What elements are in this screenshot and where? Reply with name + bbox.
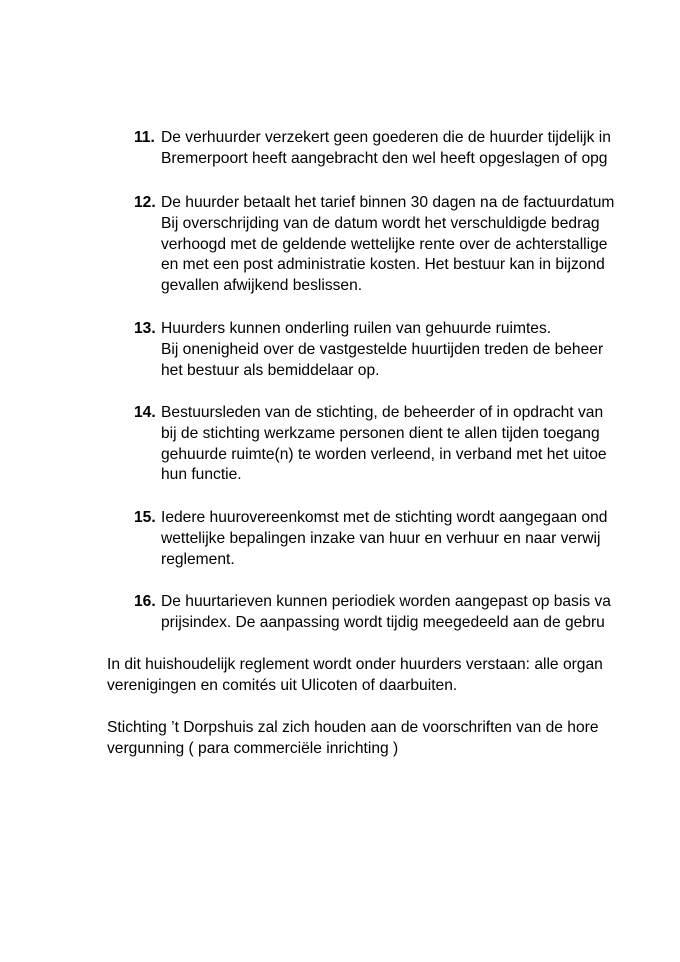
item-line: en met een post administratie kosten. Het bestuur kan in bijzond — [161, 256, 605, 274]
item-line: Bestuursleden van de stichting, de beheerder of in opdracht van — [161, 404, 604, 421]
item-line: prijsindex. De aanpassing wordt tijdig meegedeeld aan de gebru — [161, 613, 605, 631]
item-line: gehuurde ruimte(n) te worden verleend, in verband met het uitoe — [161, 445, 607, 463]
item-line: hun functie. — [161, 466, 242, 484]
paragraph-line: verenigingen en comités uit Ulicoten of daarbuiten. — [107, 676, 458, 694]
list-item-15 — [134, 508, 680, 570]
list-item-13 — [134, 319, 680, 381]
item-line: De huurtarieven kunnen periodiek worden aangepast op basis va — [161, 593, 611, 610]
item-line: het bestuur als bemiddelaar op. — [161, 361, 380, 379]
list-item-16 — [134, 592, 680, 634]
paragraph-line: In dit huishoudelijk reglement wordt onder huurders verstaan: alle organ — [107, 656, 603, 673]
item-line: verhoogd met de geldende wettelijke rente over de achterstallige — [161, 235, 608, 253]
item-line: Huurders kunnen onderling ruilen van gehuurde ruimtes. — [161, 320, 552, 337]
item-line: Bij onenigheid over de vastgestelde huurtijden treden de beheer — [161, 340, 604, 358]
item-number: 13. — [134, 320, 156, 337]
item-number: 14. — [134, 404, 156, 421]
item-line: Bremerpoort heeft aangebracht den wel heeft opgeslagen of opg — [161, 149, 608, 167]
item-line: Iedere huurovereenkomst met de stichting wordt aangegaan ond — [161, 509, 608, 526]
paragraph-line: Stichting ’t Dorpshuis zal zich houden aan de voorschriften van de hore — [107, 719, 599, 736]
item-number: 15. — [134, 509, 156, 526]
item-line: gevallen afwijkend beslissen. — [161, 277, 363, 295]
paragraph-line: vergunning ( para commerciële inrichting ) — [107, 739, 399, 757]
item-line: De verhuurder verzekert geen goederen die de huurder tijdelijk in — [161, 129, 611, 146]
definition-paragraph — [107, 655, 680, 697]
item-line: bij de stichting werkzame personen dient te allen tijden toegang — [161, 424, 600, 442]
regulations-paragraph — [107, 718, 680, 760]
item-number: 12. — [134, 194, 156, 211]
list-item-14 — [134, 403, 680, 486]
item-line: Bij overschrijding van de datum wordt het verschuldigde bedrag — [161, 214, 600, 232]
item-line: De huurder betaalt het tarief binnen 30 dagen na de factuurdatum — [161, 194, 615, 211]
item-number: 11. — [134, 129, 155, 146]
item-line: wettelijke bepalingen inzake van huur en verhuur en naar verwij — [161, 529, 601, 547]
list-item-11 — [134, 128, 680, 170]
list-item-12 — [134, 193, 680, 297]
item-number: 16. — [134, 593, 156, 610]
item-line: reglement. — [161, 550, 235, 568]
